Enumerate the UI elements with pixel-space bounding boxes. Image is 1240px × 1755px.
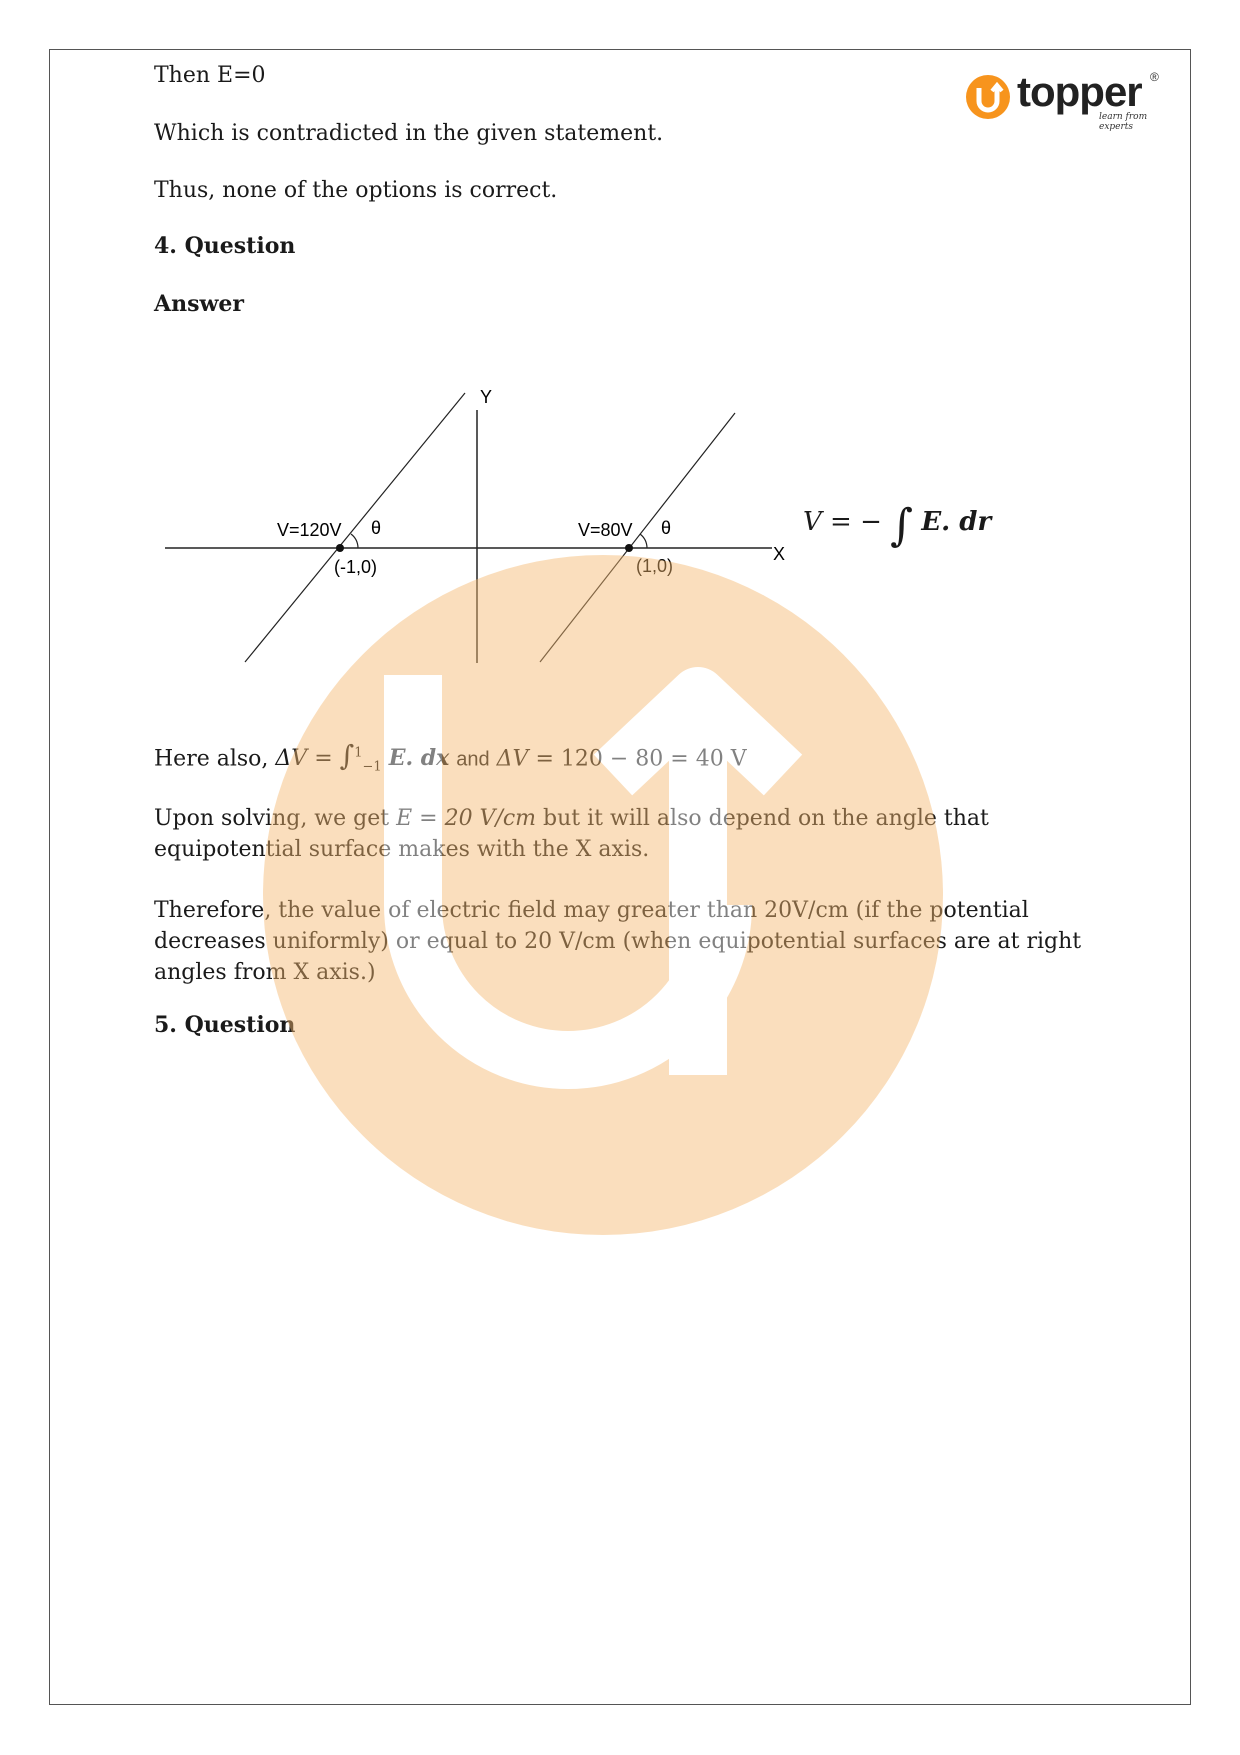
logo-brand: topper [1017, 68, 1142, 115]
question-5-heading: 5. Question [154, 1012, 296, 1038]
topper-logo-icon [965, 74, 1011, 120]
equals-sign: = [314, 746, 333, 772]
lower-limit: −1 [362, 759, 382, 775]
point-right [625, 544, 633, 552]
upon-solving-text: Upon solving, we get [154, 806, 397, 831]
point-left [336, 544, 344, 552]
left-potential-label: V=120V [277, 520, 342, 540]
e-dx: E. dx [388, 745, 450, 772]
here-also-line [154, 738, 747, 783]
formula-rhs: E. dr [921, 507, 992, 537]
equals-sign-2: = [535, 746, 554, 772]
integral-sign-inline: ∫ [339, 739, 355, 773]
integral-sign: ∫ [890, 500, 914, 551]
y-axis-label: Y [480, 387, 493, 407]
formula-lhs: V = − [803, 507, 882, 537]
right-point-coords: (1,0) [636, 556, 674, 576]
here-also-text: Here also, [154, 746, 276, 772]
and-word: and [456, 748, 490, 771]
delta-v-symbol: ΔV [275, 746, 308, 772]
topper-logo [965, 66, 1165, 132]
upper-limit: 1 [354, 746, 363, 761]
line-none-correct: Thus, none of the options is correct. [154, 178, 558, 203]
upon-solving-rest: but it will also depend on the angle that equipotential surface makes with the X axis. [154, 806, 989, 862]
angle-arc-left [351, 534, 358, 548]
angle-arc-right [640, 534, 647, 548]
logo-registered: ® [1150, 70, 1159, 84]
left-point-coords: (-1,0) [334, 557, 378, 577]
line-then-e: Then E=0 [154, 63, 266, 88]
upon-solving-paragraph [154, 803, 1024, 865]
delta-v-integral [275, 739, 450, 775]
delta-v-symbol-2: ΔV [496, 746, 529, 772]
theta-left: θ [371, 518, 382, 538]
theta-right: θ [661, 518, 672, 538]
equipotential-line-right [540, 413, 735, 662]
therefore-paragraph: Therefore, the value of electric field may greater than 20V/cm (if the potential decreases uniformly) or equal to 20 V/cm (when equipotential surfaces are at right angles from X axis.) [154, 898, 1082, 985]
x-axis-label: X [773, 544, 786, 564]
equipotential-diagram [160, 385, 800, 670]
e-result: E = 20 V/cm [396, 806, 537, 831]
potential-integral-formula [803, 500, 991, 551]
question-4-heading: 4. Question [154, 233, 296, 259]
answer-heading: Answer [154, 291, 244, 317]
right-potential-label: V=80V [578, 520, 633, 540]
delta-v-value [497, 746, 747, 771]
logo-tagline: learn from experts [1099, 112, 1148, 132]
subtraction-expr: 120 − 80 = 40 V [560, 746, 747, 772]
line-contradicted: Which is contradicted in the given statement. [154, 121, 664, 146]
